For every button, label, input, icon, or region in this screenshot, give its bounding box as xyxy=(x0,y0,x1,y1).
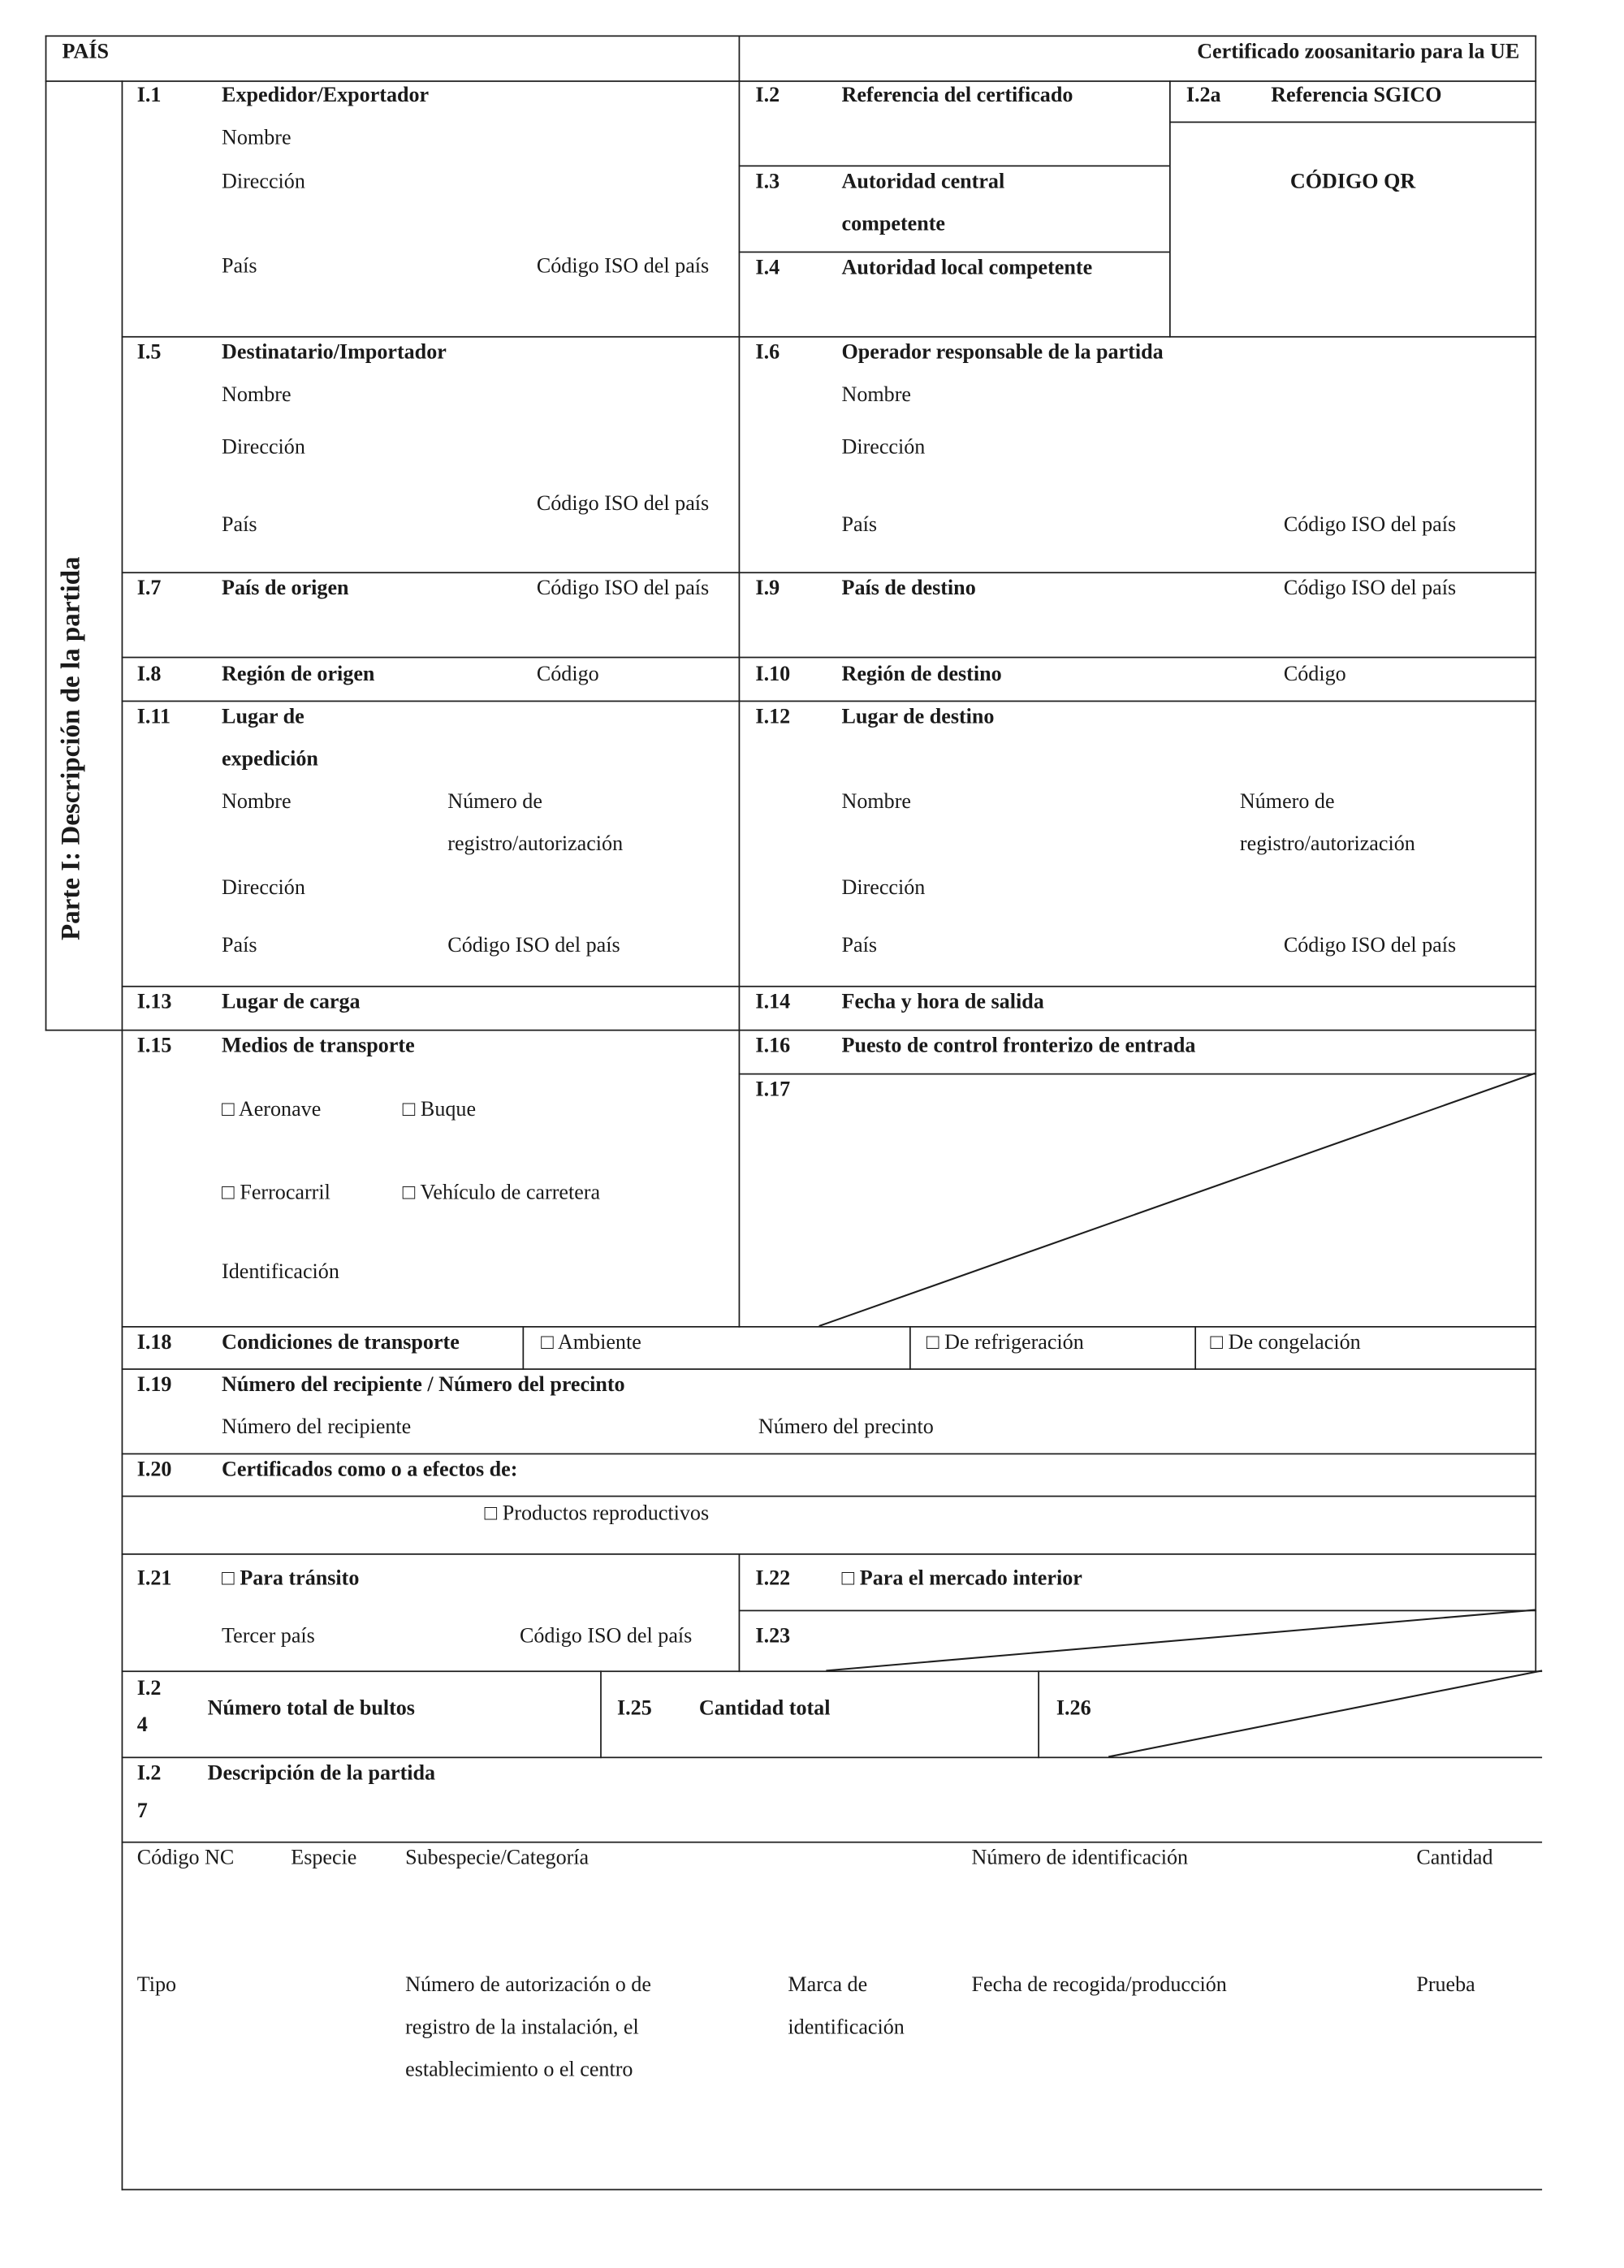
transit-iso-field[interactable]: Código ISO del país xyxy=(519,1625,693,1648)
box-number: I.2 xyxy=(755,84,780,108)
container-seal-title: Número del recipiente / Número del precinto xyxy=(222,1374,625,1397)
germinal-products-checkbox[interactable]: □ Productos reproductivos xyxy=(484,1502,710,1526)
box-number: I.2 xyxy=(136,1762,162,1786)
dispatch-address-field[interactable]: Dirección xyxy=(222,876,305,900)
local-authority-field[interactable]: Autoridad local competente xyxy=(841,257,1093,280)
destination-registration-field[interactable]: Número de registro/autorización xyxy=(1239,790,1415,856)
transport-conditions-title: Condiciones de transporte xyxy=(222,1331,460,1354)
rule xyxy=(45,35,47,1030)
sgico-reference-field[interactable]: Referencia SGICO xyxy=(1271,84,1442,108)
box-number: I.17 xyxy=(755,1078,791,1102)
vessel-checkbox[interactable]: □ Buque xyxy=(402,1099,477,1121)
departure-datetime-field[interactable]: Fecha y hora de salida xyxy=(841,991,1044,1014)
box-number: I.4 xyxy=(755,257,780,280)
box-number: I.19 xyxy=(136,1374,172,1397)
operator-country-field[interactable]: País xyxy=(841,514,878,537)
means-of-transport-title: Medios de transporte xyxy=(222,1035,415,1058)
consignor-country-field[interactable]: País xyxy=(222,255,257,279)
rule xyxy=(122,1496,1537,1497)
collection-date-column: Fecha de recogida/producción xyxy=(971,1974,1227,1998)
rule xyxy=(122,1553,1537,1555)
rule xyxy=(1169,122,1536,123)
quantity-column: Cantidad xyxy=(1416,1847,1493,1870)
certified-as-title: Certificados como o a efectos de: xyxy=(222,1458,518,1482)
part-label: Parte I: Descripción de la partida xyxy=(56,556,87,941)
place-of-dispatch-title: Lugar de expedición xyxy=(222,706,318,771)
chilled-checkbox[interactable]: □ De refrigeración xyxy=(926,1331,1084,1354)
box-number: I.6 xyxy=(755,341,780,365)
destination-name-field[interactable]: Nombre xyxy=(841,790,911,814)
total-quantity-field[interactable]: Cantidad total xyxy=(698,1697,831,1721)
consignor-address-field[interactable]: Dirección xyxy=(222,171,305,194)
central-authority-field[interactable]: Autoridad central competente xyxy=(841,171,1005,236)
rule xyxy=(739,1074,1537,1075)
box-number: 4 xyxy=(136,1714,148,1738)
box-number: I.14 xyxy=(755,991,791,1014)
place-of-destination-title: Lugar de destino xyxy=(841,706,995,729)
aircraft-checkbox[interactable]: □ Aeronave xyxy=(222,1099,322,1121)
rule xyxy=(1169,80,1171,338)
frozen-checkbox[interactable]: □ De congelación xyxy=(1210,1331,1361,1354)
transit-checkbox[interactable]: □ Para tránsito xyxy=(222,1567,360,1591)
certificate-reference-field[interactable]: Referencia del certificado xyxy=(841,84,1073,108)
origin-country-field[interactable]: País de origen xyxy=(222,577,349,601)
dispatch-country-field[interactable]: País xyxy=(222,935,257,958)
cn-code-column: Código NC xyxy=(136,1847,235,1870)
consignment-description-title: Descripción de la partida xyxy=(207,1762,436,1786)
dispatch-iso-field[interactable]: Código ISO del país xyxy=(447,935,620,958)
box-number: I.7 xyxy=(136,577,162,601)
rule xyxy=(1038,1670,1039,1758)
species-column: Especie xyxy=(291,1847,357,1870)
consignor-name-field[interactable]: Nombre xyxy=(222,127,292,150)
test-column: Prueba xyxy=(1416,1974,1475,1998)
consignee-name-field[interactable]: Nombre xyxy=(222,384,292,407)
border-control-post-field[interactable]: Puesto de control fronterizo de entrada xyxy=(841,1035,1196,1058)
rule xyxy=(1194,1326,1196,1370)
box-number: I.26 xyxy=(1056,1697,1091,1721)
consignor-iso-field[interactable]: Código ISO del país xyxy=(536,255,710,279)
box-number: I.23 xyxy=(755,1625,791,1648)
consignee-address-field[interactable]: Dirección xyxy=(222,436,305,460)
consignee-country-field[interactable]: País xyxy=(222,514,257,537)
rule xyxy=(122,2189,1543,2191)
box-number: I.10 xyxy=(755,663,791,687)
box-number: I.18 xyxy=(136,1331,172,1354)
rule xyxy=(122,80,123,2190)
box-number: I.25 xyxy=(616,1697,652,1721)
operator-address-field[interactable]: Dirección xyxy=(841,436,926,460)
rule xyxy=(600,1670,602,1758)
rule xyxy=(1535,35,1536,1672)
place-of-loading-field[interactable]: Lugar de carga xyxy=(222,991,361,1014)
internal-market-checkbox[interactable]: □ Para el mercado interior xyxy=(841,1567,1082,1591)
rule xyxy=(909,1326,911,1370)
transport-identification-field[interactable]: Identificación xyxy=(222,1261,339,1284)
certificate-title: Certificado zoosanitario para la UE xyxy=(1197,41,1520,64)
box-number: I.21 xyxy=(136,1567,172,1591)
qr-code-placeholder: CÓDIGO QR xyxy=(1289,171,1416,194)
consignee-title: Destinatario/Importador xyxy=(222,341,447,365)
box-number: I.5 xyxy=(136,341,162,365)
seal-number-field[interactable]: Número del precinto xyxy=(758,1416,934,1440)
type-column: Tipo xyxy=(136,1974,177,1998)
destination-country-field[interactable]: País de destino xyxy=(841,577,976,601)
box-number: I.2a xyxy=(1186,84,1221,108)
destination-address-field[interactable]: Dirección xyxy=(841,876,926,900)
box-number: I.15 xyxy=(136,1035,172,1058)
operator-name-field[interactable]: Nombre xyxy=(841,384,911,407)
ambient-checkbox[interactable]: □ Ambiente xyxy=(541,1331,641,1354)
dispatch-registration-field[interactable]: Número de registro/autorización xyxy=(447,790,624,856)
identification-mark-column: Marca de identificación xyxy=(788,1974,905,2040)
destination-iso-field[interactable]: Código ISO del país xyxy=(1283,577,1457,601)
box-number: I.9 xyxy=(755,577,780,601)
destination-place-country-field[interactable]: País xyxy=(841,935,878,958)
subspecies-column: Subespecie/Categoría xyxy=(405,1847,590,1870)
rule xyxy=(739,1553,741,1672)
third-country-field[interactable]: Tercer país xyxy=(222,1625,315,1648)
box-number: I.3 xyxy=(755,171,780,194)
approval-number-column: Número de autorización o de registro de la instalación, el establecimiento o el centro xyxy=(405,1974,651,2082)
origin-iso-field[interactable]: Código ISO del país xyxy=(536,577,710,601)
destination-region-code-field[interactable]: Código xyxy=(1283,663,1346,687)
origin-region-code-field[interactable]: Código xyxy=(536,663,599,687)
road-vehicle-checkbox[interactable]: □ Vehículo de carretera xyxy=(402,1182,601,1205)
box-number: 7 xyxy=(136,1800,148,1824)
identification-number-column: Número de identificación xyxy=(971,1847,1189,1870)
rule xyxy=(739,35,741,1327)
total-packages-field[interactable]: Número total de bultos xyxy=(207,1697,415,1721)
destination-region-field[interactable]: Región de destino xyxy=(841,663,1002,687)
consignor-title: Expedidor/Exportador xyxy=(222,84,430,108)
box-number: I.11 xyxy=(136,706,171,729)
box-number: I.8 xyxy=(136,663,162,687)
dispatch-name-field[interactable]: Nombre xyxy=(222,790,292,814)
box-number: I.22 xyxy=(755,1567,791,1591)
rule xyxy=(122,1670,1543,1672)
box-number: I.13 xyxy=(136,991,172,1014)
destination-place-iso-field[interactable]: Código ISO del país xyxy=(1283,935,1457,958)
consignee-iso-field[interactable]: Código ISO del país xyxy=(536,492,710,516)
box-number: I.12 xyxy=(755,706,791,729)
origin-region-field[interactable]: Región de origen xyxy=(222,663,375,687)
container-number-field[interactable]: Número del recipiente xyxy=(222,1416,412,1440)
box-number: I.20 xyxy=(136,1458,172,1482)
rule xyxy=(739,1610,1537,1612)
operator-iso-field[interactable]: Código ISO del país xyxy=(1283,514,1457,537)
box-number: I.16 xyxy=(755,1035,791,1058)
box-number: I.2 xyxy=(136,1678,162,1700)
rule xyxy=(522,1326,524,1370)
operator-title: Operador responsable de la partida xyxy=(841,341,1164,365)
railway-checkbox[interactable]: □ Ferrocarril xyxy=(222,1182,330,1205)
box-number: I.1 xyxy=(136,84,162,108)
country-header: PAÍS xyxy=(62,41,110,64)
